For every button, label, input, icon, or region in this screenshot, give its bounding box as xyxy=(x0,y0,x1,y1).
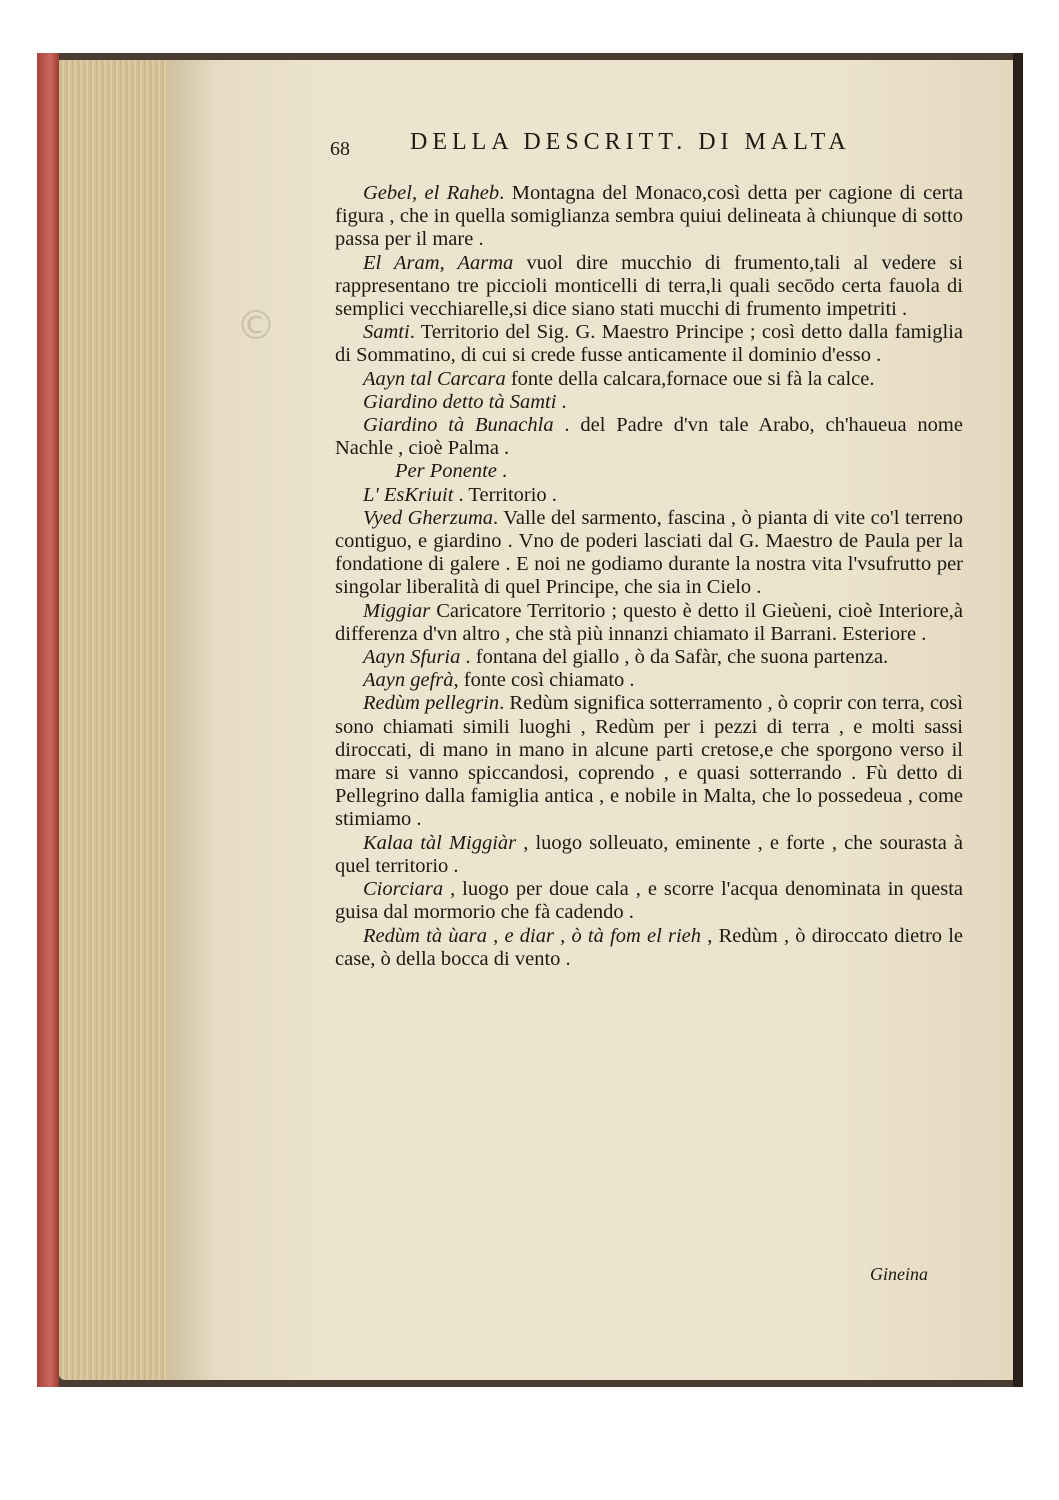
catchword: Gineina xyxy=(870,1264,928,1284)
entry-paragraph xyxy=(335,600,963,646)
entry-text: . xyxy=(556,390,567,413)
entry-paragraph xyxy=(335,368,963,391)
entry-text: , luogo solleuato, eminente , e forte , che sourasta à quel territorio . xyxy=(335,831,963,877)
entry-term: Miggiar xyxy=(363,599,431,622)
entry-term: Aayn tal Carcara xyxy=(363,367,506,390)
entry-paragraph xyxy=(335,252,963,322)
entry-text: fonte della calcara,fornace oue si fà la calce. xyxy=(505,367,875,390)
entry-paragraph xyxy=(335,391,963,414)
entry-paragraph xyxy=(335,878,963,924)
entry-paragraph xyxy=(335,507,963,600)
entry-term: Ciorciara xyxy=(363,878,444,901)
entry-term: Redùm tà ùara , e diar , ò tà fom el rieh xyxy=(363,924,702,947)
entry-text: . del Padre d'vn tale Arabo, ch'haueua nome Nachle , cioè Palma . xyxy=(335,414,963,460)
scan-right-edge xyxy=(1013,53,1023,1387)
entry-term: Kalaa tàl Miggiàr xyxy=(363,831,517,854)
entry-term: Per Ponente xyxy=(395,460,497,483)
entry-text: . xyxy=(496,460,508,483)
entry-paragraph xyxy=(335,692,963,831)
section-subheading xyxy=(335,460,963,483)
entry-text: . Valle del sarmento, fascina , ò pianta di vite co'l terreno contiguo, e giardino . Vno de poderi lasciati dal G. Maestro de Paula per la fondatione di galere . E noi ne godiamo durante la nostra vita l'vsufrutto per singolar liberalità di quel Principe, che sia in Cielo . xyxy=(335,506,963,599)
entry-text: , luogo per doue cala , e scorre l'acqua denominata in questa guisa dal mormorio che fà cadendo . xyxy=(335,878,963,924)
entry-text: , Redùm , ò diroccato dietro le case, ò della bocca di vento . xyxy=(335,924,964,970)
book-cover-edge xyxy=(37,53,59,1387)
entry-paragraph xyxy=(335,646,963,669)
entry-term: Giardino detto tà Samti xyxy=(363,390,557,413)
entry-term: El Aram, Aarma xyxy=(363,251,514,274)
entry-text: , fonte così chiamato . xyxy=(453,669,635,692)
entry-text: . Montagna del Monaco,così detta per cagione di certa figura , che in quella somiglianza sembra quiui delineata à chiunque di sotto passa per il mare . xyxy=(335,182,963,251)
entry-term: Samti xyxy=(363,321,410,344)
entry-text: . Redùm significa sotterramento , ò coprir con terra, così sono chiamati simili luoghi , Redùm per i pezzi di terra , e molti sassi diroccati, di mano in mano in alcune parti cretose,e che sporgono verso il mare si vanno spiccandosi, coprendo , e quasi sotterrando . Fù detto di Pellegrino dalla famiglia antica , e nobile in Malta, che lo possedeua , come stimiamo . xyxy=(335,692,963,831)
entry-text: vuol dire mucchio di frumento,tali al vedere si rappresentano tre piccioli monticelli di terra,li quali secōdo certa fauola di semplici vecchiarelle,si dice siano stati mucchi di frumento impetriti . xyxy=(335,251,963,321)
entry-paragraph xyxy=(335,925,963,971)
entry-term: Aayn gefrà xyxy=(363,669,454,692)
entry-paragraph xyxy=(335,321,963,367)
entry-paragraph xyxy=(335,414,963,460)
entry-term: Giardino tà Bunachla xyxy=(363,414,554,437)
entry-term: Aayn Sfuria xyxy=(363,646,461,669)
entry-paragraph xyxy=(335,832,963,878)
entry-text: . Territorio del Sig. G. Maestro Principe ; così detto dalla famiglia di Sommatino, di cui si crede fusse anticamente il dominio d'esso . xyxy=(335,321,963,367)
entry-paragraph xyxy=(335,182,963,252)
entry-paragraph xyxy=(335,669,963,692)
page-stack-edges xyxy=(59,60,167,1380)
copyright-watermark-icon: © xyxy=(236,303,276,349)
entry-text: . fontana del giallo , ò da Safàr, che suona partenza. xyxy=(460,646,889,669)
running-head: DELLA DESCRITT. DI MALTA xyxy=(410,129,851,155)
entry-term: Redùm pellegrin xyxy=(363,692,500,715)
body-text xyxy=(335,182,963,971)
entry-term: L' EsKriuit xyxy=(363,483,454,506)
entry-text: . Territorio . xyxy=(453,483,557,506)
entry-term: Vyed Gherzuma xyxy=(363,506,494,529)
entry-term: Gebel, el Raheb xyxy=(363,182,500,204)
entry-paragraph xyxy=(335,484,963,507)
page-number: 68 xyxy=(330,138,350,160)
entry-text: Caricatore Territorio ; questo è detto il Gieùeni, cioè Interiore,à differenza d'vn altro , che stà più innanzi chiamato il Barrani. Esteriore . xyxy=(335,599,963,645)
